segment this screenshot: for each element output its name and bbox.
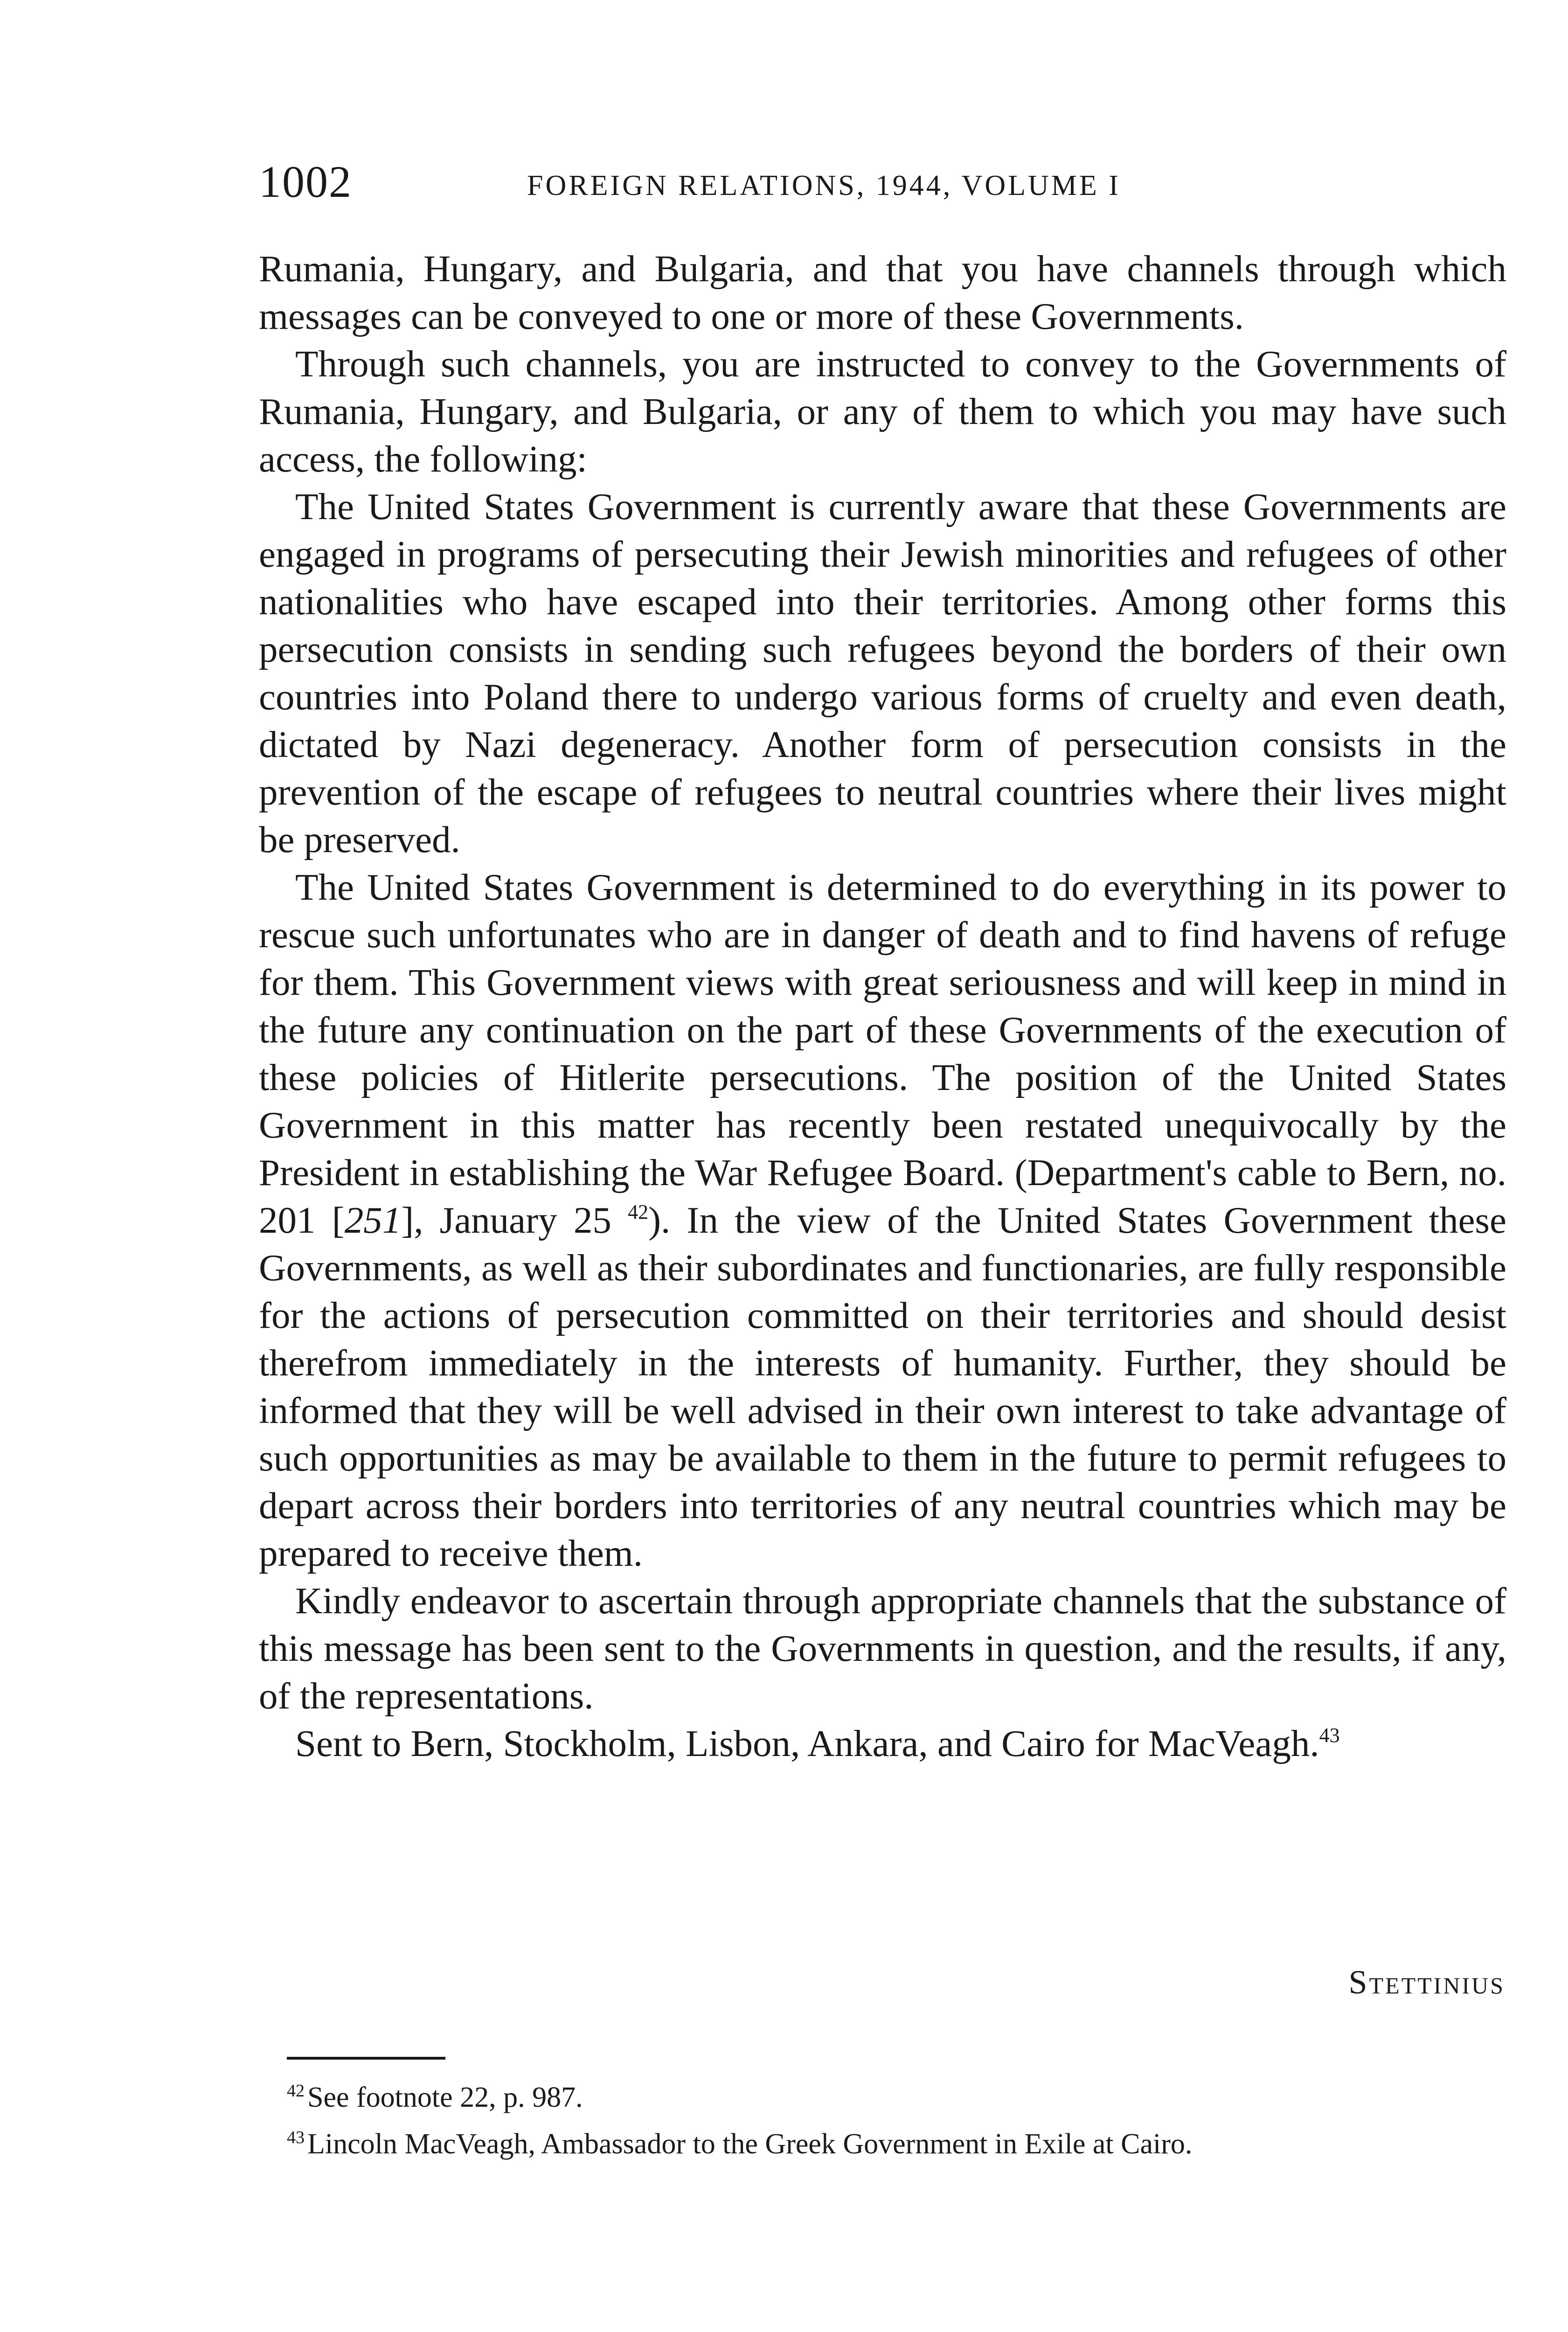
body-text <box>259 245 1506 1767</box>
page-number: 1002 <box>259 157 352 207</box>
paragraph-continuation: Rumania, Hungary, and Bulgaria, and that you have channels through which messages can be conveyed to one or more of these Governments. <box>259 248 1506 337</box>
paragraph-text: The United States Government is determined to do everything in its power to rescue such unfortunates who are in danger of death and to find havens of refuge for them. This Government views with great seriousness and will keep in mind in the future any continuation on the part of these Governments of the execution of these policies of Hitlerite persecutions. The position of the United States Government in this matter has recently been restated unequivocally by the President in establishing the War Refugee Board. (Department's cable to Bern, no. 201 [ <box>259 866 1506 1241</box>
footnote <box>287 2071 1509 2117</box>
paragraph-distribution <box>259 1720 1506 1767</box>
footnotes <box>287 2071 1509 2164</box>
paragraph-text: Sent to Bern, Stockholm, Lisbon, Ankara, and Cairo for MacVeagh. <box>295 1722 1319 1764</box>
page-header <box>259 154 1509 219</box>
running-head: FOREIGN RELATIONS, 1944, VOLUME I <box>527 170 1121 201</box>
footnote-number: 42 <box>287 2081 305 2101</box>
footnote-number: 43 <box>287 2128 305 2147</box>
paragraph-text: ). In the view of the United States Government these Governments, as well as their subordinates and functionaries, are fully responsible for the actions of persecution committed on their territories and should desist therefrom immediately in the interests of humanity. Further, they should be informed that they will be well advised in their own interest to take advantage of such opportunities as may be available to them in the future to permit refugees to depart across their borders into territories of any neutral countries which may be prepared to receive them. <box>259 1199 1507 1574</box>
document-number: 251 <box>344 1199 402 1241</box>
footnote-text: Lincoln MacVeagh, Ambassador to the Greek Government in Exile at Cairo. <box>307 2128 1193 2160</box>
paragraph-request: Kindly endeavor to ascertain through appropriate channels that the substance of this message has been sent to the Governments in question, and the results, if any, of the representations. <box>259 1580 1506 1717</box>
paragraph-message-main <box>259 863 1506 1577</box>
signature: Stettinius <box>1348 1964 1505 2001</box>
footnote-divider <box>287 2057 445 2060</box>
footnote-reference: 42 <box>628 1201 649 1223</box>
footnote-text: See footnote 22, p. 987. <box>307 2082 583 2113</box>
paragraph-message-opening: The United States Government is currently aware that these Governments are engaged in programs of persecuting their Jewish minorities and refugees of other nationalities who have escaped into their territories. Among other forms this persecution consists in sending such refugees beyond the borders of their own countries into Poland there to undergo various forms of cruelty and even death, dictated by Nazi degeneracy. Another form of persecution consists in the prevention of the escape of refugees to neutral countries where their lives might be preserved. <box>259 486 1506 861</box>
footnote-reference: 43 <box>1319 1724 1340 1747</box>
paragraph-instruction: Through such channels, you are instructed to convey to the Governments of Rumania, Hungary, and Bulgaria, or any of them to which you may have such access, the following: <box>259 343 1506 480</box>
paragraph-text: ], January 25 <box>401 1199 611 1241</box>
footnote <box>287 2117 1509 2164</box>
